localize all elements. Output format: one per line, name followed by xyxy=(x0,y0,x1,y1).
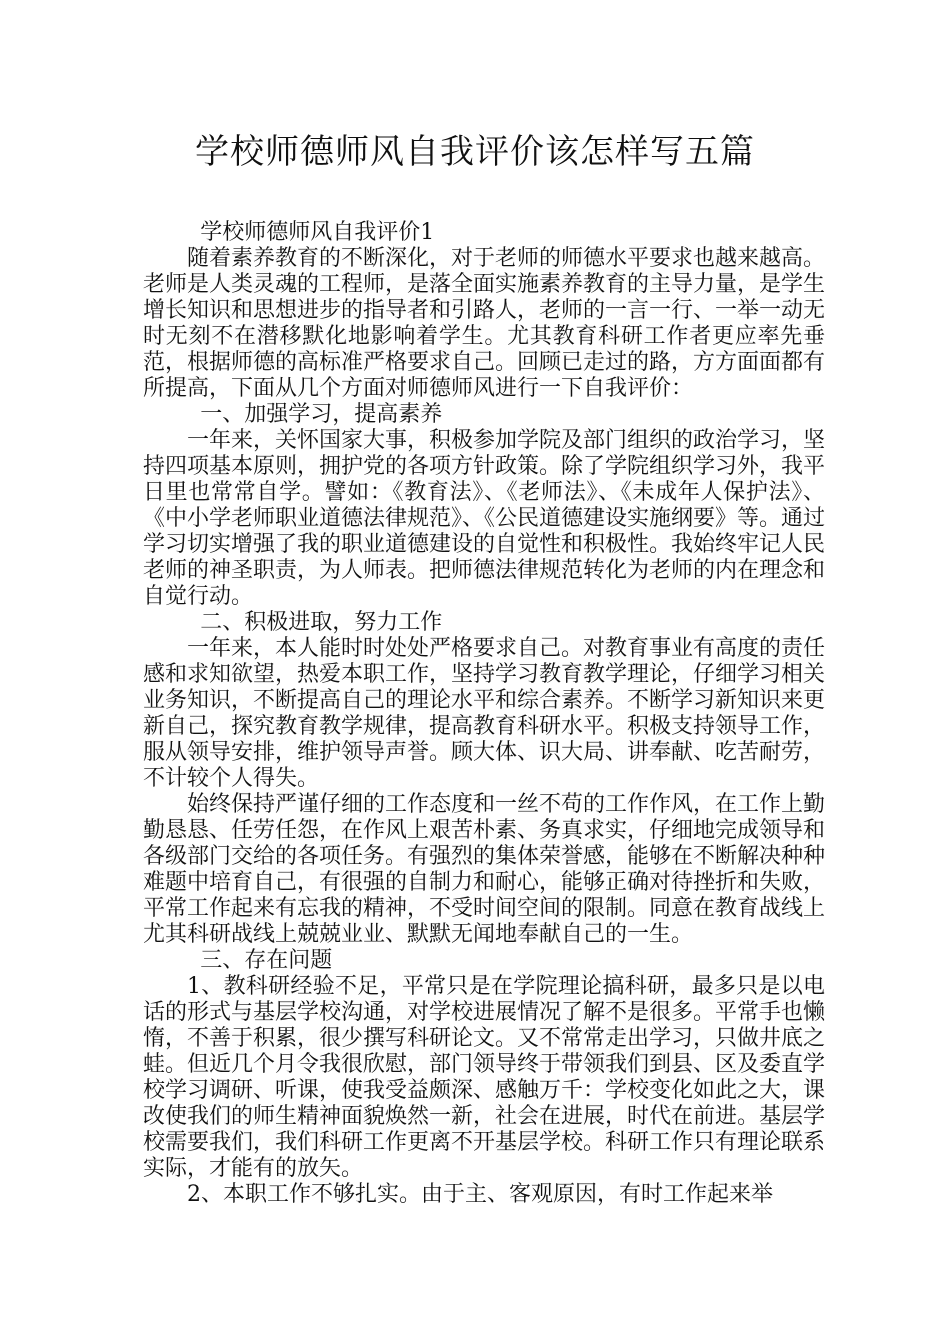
body-paragraph: 1、教科研经验不足，平常只是在学院理论搞科研，最多只是以电话的形式与基层学校沟通，对学校进展情况了解不是很多。平常手也懒惰，不善于积累，很少撰写科研论文。又不常常走出学习，只做井底之蛙。但近几个月令我很欣慰，部门领导终于带领我们到县、区及委直学校学习调研、听课，使我受益颇深、感触万千：学校变化如此之大，课改使我们的师生精神面貌焕然一新，社会在进展，时代在前进。基层学校需要我们，我们科研工作更离不开基层学校。科研工作只有理论联系实际，才能有的放矢。 xyxy=(143,974,826,1181)
section-heading: 学校师德师风自我评价1 xyxy=(200,220,435,245)
document-title: 学校师德师风自我评价该怎样写五篇 xyxy=(195,132,755,172)
section-heading: 二、积极进取，努力工作 xyxy=(200,610,443,635)
body-paragraph: 2、本职工作不够扎实。由于主、客观原因，有时工作起来举 xyxy=(187,1182,773,1207)
section-heading: 一、加强学习，提高素养 xyxy=(200,402,443,427)
section-heading: 三、存在问题 xyxy=(200,948,333,973)
body-paragraph: 随着素养教育的不断深化，对于老师的师德水平要求也越来越高。老师是人类灵魂的工程师，是落全面实施素养教育的主导力量，是学生增长知识和思想进步的指导者和引路人，老师的一言一行、一举一动无时无刻不在潜移默化地影响着学生。尤其教育科研工作者更应率先垂范，根据师德的高标准严格要求自己。回顾已走过的路，方方面面都有所提高，下面从几个方面对师德师风进行一下自我评价： xyxy=(143,246,826,401)
body-paragraph: 一年来，关怀国家大事，积极参加学院及部门组织的政治学习，坚持四项基本原则，拥护党的各项方针政策。除了学院组织学习外，我平日里也常常自学。譬如：《教育法》、《老师法》、《未成年人保护法》、《中小学老师职业道德法律规范》、《公民道德建设实施纲要》等。通过学习切实增强了我的职业道德建设的自觉性和积极性。我始终牢记人民老师的神圣职责，为人师表。把师德法律规范转化为老师的内在理念和自觉行动。 xyxy=(143,428,826,609)
body-paragraph: 始终保持严谨仔细的工作态度和一丝不苟的工作作风，在工作上勤勤恳恳、任劳任怨，在作风上艰苦朴素、务真求实，仔细地完成领导和各级部门交给的各项任务。有强烈的集体荣誉感，能够在不断解决种种难题中培育自己，有很强的自制力和耐心，能够正确对待挫折和失败，平常工作起来有忘我的精神，不受时间空间的限制。同意在教育战线上尤其科研战线上兢兢业业、默默无闻地奉献自己的一生。 xyxy=(143,792,826,947)
body-paragraph: 一年来，本人能时时处处严格要求自己。对教育事业有高度的责任感和求知欲望，热爱本职工作，坚持学习教育教学理论，仔细学习相关业务知识，不断提高自己的理论水平和综合素养。不断学习新知识来更新自己，探究教育教学规律，提高教育科研水平。积极支持领导工作，服从领导安排，维护领导声誉。顾大体、识大局、讲奉献、吃苦耐劳，不计较个人得失。 xyxy=(143,636,826,791)
document-body xyxy=(143,220,825,1208)
